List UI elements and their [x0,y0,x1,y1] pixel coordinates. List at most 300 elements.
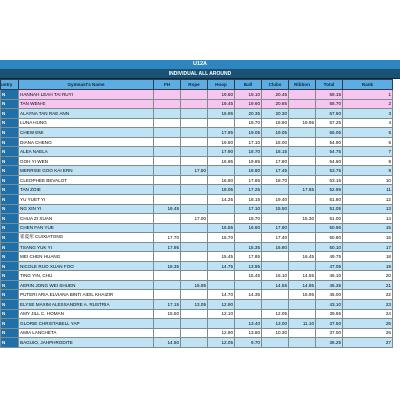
cell-ball: 19.10 [235,90,262,100]
cell-fh: 16.45 [154,204,181,214]
cell-hoop: 17.95 [208,128,235,138]
cell-rank: 6 [343,137,393,147]
table-row[interactable] [1,300,393,310]
table-row[interactable] [1,175,393,185]
cell-rank: 26 [343,328,393,338]
cell-clubs: 15.50 [262,204,289,214]
table-row[interactable] [1,147,393,157]
cell-country: N [1,128,19,138]
cell-rope [181,118,208,128]
cell-name: GOH YI WEN [19,156,154,166]
cell-rank: 8 [343,156,393,166]
cell-ball: 13.80 [235,328,262,338]
table-row[interactable] [1,109,393,119]
cell-ball: 19.05 [235,128,262,138]
cell-fh [154,128,181,138]
cell-clubs [262,252,289,262]
cell-ribbon [289,109,316,119]
cell-fh [154,156,181,166]
cell-rope [181,137,208,147]
table-row[interactable] [1,128,393,138]
cell-ball [235,300,262,310]
cell-country: N [1,280,19,290]
table-row[interactable] [1,137,393,147]
cell-rope [181,309,208,319]
cell-rope [181,328,208,338]
cell-hoop: 15.45 [208,252,235,262]
table-row[interactable] [1,252,393,262]
cell-fh [154,195,181,205]
cell-fh [154,319,181,329]
cell-total: 53.15 [316,175,343,185]
cell-country: N [1,195,19,205]
cell-rank: 14 [343,214,393,224]
cell-ball: 18.70 [235,118,262,128]
cell-fh [154,175,181,185]
cell-clubs: 12.05 [262,309,289,319]
cell-hoop: 14.70 [208,290,235,300]
cell-rank: 12 [343,195,393,205]
cell-country: N [1,204,19,214]
cell-clubs: 20.65 [262,99,289,109]
cell-fh [154,109,181,119]
cell-ribbon [289,156,316,166]
cell-country: N [1,185,19,195]
cell-clubs: 16.10 [262,271,289,281]
cell-ribbon: 15.30 [289,214,316,224]
cell-rank: 27 [343,338,393,348]
table-row[interactable] [1,223,393,233]
table-row[interactable] [1,328,393,338]
cell-total: 36.25 [316,338,343,348]
cell-fh [154,118,181,128]
table-row[interactable] [1,195,393,205]
cell-rank: 24 [343,309,393,319]
cell-ball [235,309,262,319]
cell-clubs: 18.00 [262,137,289,147]
cell-rank: 22 [343,290,393,300]
cell-country: N [1,300,19,310]
cell-fh: 17.15 [154,300,181,310]
cell-total: 39.65 [316,309,343,319]
cell-clubs: 17.40 [262,233,289,243]
cell-ribbon [289,338,316,348]
cell-ribbon: 19.95 [289,118,316,128]
table-row[interactable] [1,90,393,100]
cell-country: N [1,166,19,176]
cell-hoop: 15.70 [208,233,235,243]
cell-rank: 11 [343,185,393,195]
cell-ribbon [289,261,316,271]
col-header-clubs: Clubs [262,80,289,90]
cell-ball: 18.80 [235,166,262,176]
cell-total: 50.95 [316,223,343,233]
cell-fh [154,137,181,147]
col-header-name: Gymnast's Name [19,80,154,90]
cell-rope [181,156,208,166]
cell-fh: 15.50 [154,309,181,319]
cell-rank: 7 [343,147,393,157]
cell-hoop [208,166,235,176]
table-row[interactable] [1,271,393,281]
table-header [1,80,393,90]
cell-rope [181,204,208,214]
table-row[interactable] [1,214,393,224]
table-row[interactable] [1,204,393,214]
cell-rope [181,319,208,329]
cell-ribbon: 15.95 [289,290,316,300]
cell-total: 58.70 [316,99,343,109]
cell-country: N [1,147,19,157]
cell-fh [154,290,181,300]
cell-total: 59.15 [316,90,343,100]
col-header-ribbon: Ribbon [289,80,316,90]
cell-rope [181,128,208,138]
cell-total: 52.95 [316,185,343,195]
cell-hoop: 12.05 [208,338,235,348]
cell-clubs: 14.55 [262,280,289,290]
col-header-country: untry [1,80,19,90]
cell-clubs: 17.45 [262,166,289,176]
results-table [0,79,393,348]
cell-hoop [208,118,235,128]
cell-hoop: 12.90 [208,300,235,310]
cell-fh: 14.50 [154,338,181,348]
cell-country: N [1,290,19,300]
cell-ball: 18.70 [235,147,262,157]
cell-country: N [1,156,19,166]
cell-hoop [208,214,235,224]
cell-ribbon [289,147,316,157]
cell-rope [181,242,208,252]
cell-name: TAN ZOIE [19,185,154,195]
cell-rank: 13 [343,204,393,214]
col-header-rank: Rank [343,80,393,90]
cell-clubs: 20.45 [262,90,289,100]
cell-hoop: 16.95 [208,156,235,166]
cell-name: MEI CHEN HUANG [19,252,154,262]
cell-rope [181,90,208,100]
cell-ribbon [289,300,316,310]
cell-fh [154,223,181,233]
cell-fh [154,90,181,100]
cell-ball: 15.35 [235,242,262,252]
cell-ball: 13.40 [235,319,262,329]
cell-ball: 17.65 [235,175,262,185]
cell-clubs: 18.60 [262,118,289,128]
cell-fh: 17.95 [154,242,181,252]
cell-country: N [1,261,19,271]
cell-clubs [262,185,289,195]
cell-fh [154,166,181,176]
cell-ribbon [289,99,316,109]
cell-rank: 5 [343,128,393,138]
cell-rope [181,99,208,109]
cell-country: N [1,118,19,128]
cell-rank: 21 [343,280,393,290]
table-row[interactable] [1,156,393,166]
cell-ball: 13.95 [235,261,262,271]
cell-ball: 15.45 [235,271,262,281]
cell-ribbon [289,128,316,138]
table-row[interactable] [1,242,393,252]
cell-country: N [1,223,19,233]
cell-total: 37.00 [316,328,343,338]
cell-ribbon: 14.55 [289,271,316,281]
cell-hoop: 16.80 [208,175,235,185]
cell-hoop: 19.60 [208,90,235,100]
cell-rank: 15 [343,223,393,233]
table-row[interactable] [1,261,393,271]
cell-name: AMY JILL C. HOMAN [19,309,154,319]
cell-name: ALEA NAELA [19,147,154,157]
cell-total: 51.80 [316,195,343,205]
cell-rope [181,109,208,119]
cell-name: TAN WEN-E [19,99,154,109]
cell-clubs [262,261,289,271]
cell-rank: 3 [343,109,393,119]
cell-ball [235,280,262,290]
cell-total: 53.75 [316,166,343,176]
cell-total: 45.35 [316,280,343,290]
cell-ribbon [289,309,316,319]
cell-hoop: 12.10 [208,309,235,319]
cell-total: 51.00 [316,214,343,224]
cell-name: DIANA CHENG [19,137,154,147]
cell-ribbon [289,175,316,185]
cell-clubs: 16.80 [262,242,289,252]
cell-total: 50.10 [316,242,343,252]
cell-country: N [1,90,19,100]
cell-rank: 2 [343,99,393,109]
cell-rank: 17 [343,242,393,252]
cell-ribbon [289,223,316,233]
sheet-subtitle: INDIVIDUAL ALL AROUND [0,70,400,79]
table-body [1,90,393,348]
cell-ribbon: 14.85 [289,280,316,290]
cell-rope [181,233,208,243]
cell-hoop: 16.55 [208,223,235,233]
cell-rope [181,195,208,205]
cell-hoop [208,280,235,290]
cell-clubs: 18.15 [262,147,289,157]
cell-fh: 17.70 [154,233,181,243]
cell-clubs: 18.70 [262,175,289,185]
cell-clubs [262,290,289,300]
cell-ball: 20.35 [235,109,262,119]
table-row[interactable] [1,185,393,195]
cell-hoop [208,271,235,281]
col-header-total: Total [316,80,343,90]
cell-total: 49.75 [316,252,343,262]
cell-hoop [208,242,235,252]
cell-ball: 19.60 [235,99,262,109]
col-header-fh: FH [154,80,181,90]
cell-name: CLEOPHEE BEVALOT [19,175,154,185]
cell-name: GLORIE CHRISTABELL YAP [19,319,154,329]
cell-total: 37.50 [316,319,343,329]
cell-hoop: 14.75 [208,261,235,271]
table-row[interactable] [1,118,393,128]
cell-total: 57.25 [316,118,343,128]
cell-total: 54.75 [316,147,343,157]
cell-rank: 25 [343,319,393,329]
cell-clubs: 20.30 [262,109,289,119]
cell-country: N [1,252,19,262]
cell-country: N [1,328,19,338]
cell-total: 56.05 [316,128,343,138]
cell-rank: 16 [343,233,393,243]
table-row[interactable] [1,319,393,329]
cell-hoop [208,319,235,329]
cell-ball: 9.70 [235,338,262,348]
table-row[interactable] [1,166,393,176]
cell-rank: 19 [343,261,393,271]
cell-hoop: 12.90 [208,328,235,338]
cell-rope [181,338,208,348]
cell-country: N [1,233,19,243]
cell-ball: 17.25 [235,185,262,195]
cell-clubs: 13.00 [262,319,289,329]
cell-fh: 18.35 [154,261,181,271]
cell-hoop: 18.45 [208,99,235,109]
cell-clubs [262,300,289,310]
cell-rank: 18 [343,252,393,262]
col-header-ball: Ball [235,80,262,90]
cell-name: YU YUET YI [19,195,154,205]
cell-ball: 19.85 [235,156,262,166]
cell-ribbon [289,242,316,252]
cell-ribbon [289,204,316,214]
cell-name: TSANG YUK YI [19,242,154,252]
cell-country: N [1,175,19,185]
cell-country: N [1,338,19,348]
cell-ribbon [289,137,316,147]
cell-rope [181,185,208,195]
table-row[interactable] [1,309,393,319]
cell-hoop: 18.05 [208,185,235,195]
cell-ribbon: 17.65 [289,185,316,195]
cell-rope [181,147,208,157]
cell-ball [235,233,262,243]
cell-fh [154,185,181,195]
cell-name: HANNAH LEAH TAI RUYI [19,90,154,100]
cell-ribbon: 16.45 [289,252,316,262]
cell-name: AMIA LANCHETA [19,328,154,338]
cell-total: 47.05 [316,261,343,271]
cell-name: LUNA HUNG [19,118,154,128]
cell-clubs: 10.30 [262,328,289,338]
cell-rank: 9 [343,166,393,176]
cell-rope: 15.95 [181,280,208,290]
sheet-title: U12A [0,60,400,70]
cell-total: 54.90 [316,137,343,147]
cell-country: N [1,214,19,224]
results-sheet [0,60,400,348]
cell-clubs [262,338,289,348]
cell-total: 43.10 [316,300,343,310]
cell-rope: 13.05 [181,300,208,310]
cell-ball: 16.60 [235,223,262,233]
cell-fh [154,280,181,290]
cell-clubs: 19.40 [262,195,289,205]
cell-name: CHUA ZI XUAN [19,214,154,224]
col-header-rope: Rope [181,80,208,90]
col-header-hoop: Hoop [208,80,235,90]
cell-rank: 20 [343,271,393,281]
cell-ball: 17.10 [235,204,262,214]
cell-name: MERRISE GOO KAI ERN [19,166,154,176]
table-row[interactable] [1,280,393,290]
cell-ball: 17.10 [235,137,262,147]
cell-rope [181,271,208,281]
cell-ball: 17.85 [235,252,262,262]
cell-fh [154,252,181,262]
cell-total: 46.10 [316,271,343,281]
cell-name: ELYSE MAXIM ALESSANDRE A. RUSTRIA [19,300,154,310]
cell-country: N [1,271,19,281]
cell-rope: 17.00 [181,214,208,224]
cell-rank: 23 [343,300,393,310]
cell-rope [181,261,208,271]
cell-country: N [1,319,19,329]
cell-name: PUTERI ARIA ELVIANA BINTI AIDIL KHAIZIR [19,290,154,300]
cell-rope [181,290,208,300]
cell-fh [154,214,181,224]
cell-total: 54.60 [316,156,343,166]
cell-name: 崔夏彤 CUIXIATONG [19,233,154,243]
cell-clubs: 17.80 [262,223,289,233]
table-row[interactable] [1,233,393,243]
cell-name: AERIN JONG WEI SHUEN [19,280,154,290]
table-row[interactable] [1,290,393,300]
cell-ball: 14.35 [235,290,262,300]
cell-hoop [208,204,235,214]
cell-total: 50.80 [316,233,343,243]
cell-name: ALAYNA TAN RAE ANN [19,109,154,119]
cell-name: CHEN FAN YUE [19,223,154,233]
cell-rope [181,223,208,233]
cell-ball: 18.70 [235,214,262,224]
cell-hoop: 14.25 [208,195,235,205]
cell-hoop: 16.95 [208,109,235,119]
cell-country: N [1,309,19,319]
cell-total: 57.60 [316,109,343,119]
cell-rope: 17.50 [181,166,208,176]
cell-total: 51.05 [316,204,343,214]
cell-ribbon [289,90,316,100]
cell-ribbon [289,328,316,338]
cell-ribbon: 11.10 [289,319,316,329]
cell-fh [154,271,181,281]
cell-total: 45.00 [316,290,343,300]
cell-name: TING YIN, CHU [19,271,154,281]
cell-fh [154,147,181,157]
table-row[interactable] [1,99,393,109]
cell-ribbon [289,195,316,205]
cell-name: NICOLE RUO XUAN FOO [19,261,154,271]
cell-clubs: 19.05 [262,128,289,138]
cell-country: N [1,109,19,119]
cell-country: N [1,99,19,109]
cell-rope [181,175,208,185]
cell-clubs [262,214,289,224]
table-row[interactable] [1,338,393,348]
cell-ribbon [289,166,316,176]
cell-ball: 18.15 [235,195,262,205]
cell-name: BAGUIO, JAHPHRODITE [19,338,154,348]
cell-hoop: 17.90 [208,147,235,157]
